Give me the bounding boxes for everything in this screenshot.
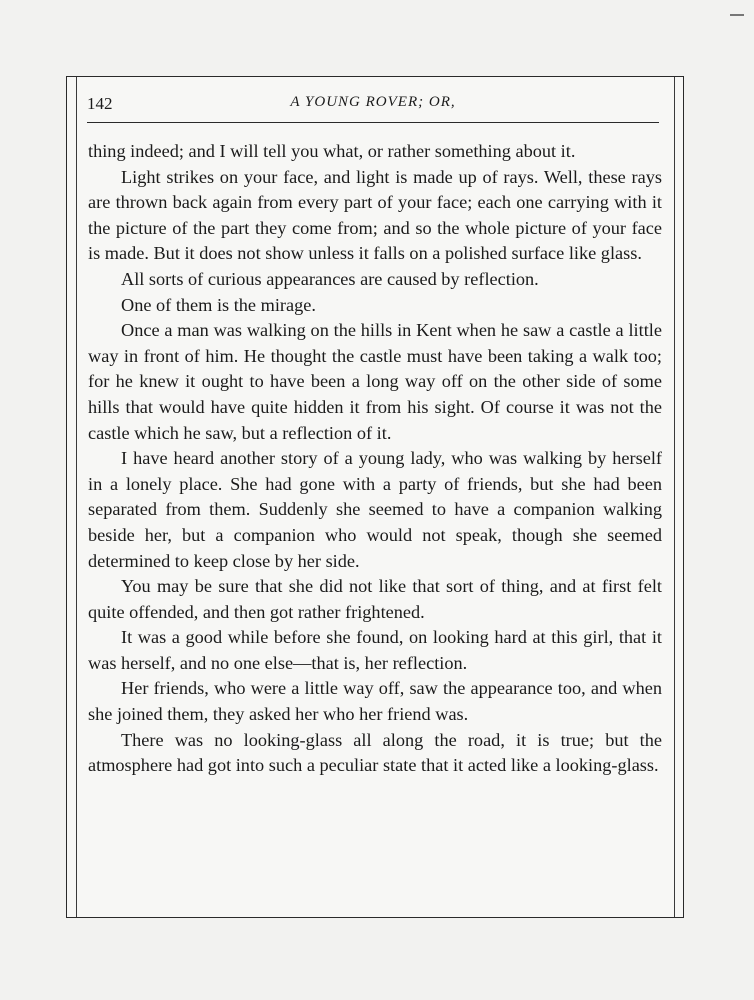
paragraph: I have heard another story of a young lady, who was walking by herself in a lonely place. She had gone with a party of friends, but she had been separated from them. Suddenly she seemed to have a companion walking beside her, but a companion who would not speak, though she seemed determined to keep close by her side.	[88, 448, 662, 571]
paragraph: Light strikes on your face, and light is made up of rays. Well, these rays are thrown back again from every part of your face; each one carrying with it the picture of the part they come from; and so the whole picture of your face is made. But it does not show unless it falls on a polished surface like glass.	[88, 166, 662, 264]
paragraph: Her friends, who were a little way off, saw the appearance too, and when she joined them, they asked her who her friend was.	[88, 678, 662, 725]
running-title: A YOUNG ROVER; OR,	[290, 94, 456, 110]
paragraph: All sorts of curious appearances are caused by reflection.	[121, 268, 539, 289]
body-text	[88, 139, 662, 779]
paragraph: There was no looking-glass all along the road, it is true; but the atmosphere had got into such a peculiar state that it acted like a looking-glass.	[88, 729, 662, 776]
running-head	[87, 92, 659, 123]
paragraph: It was a good while before she found, on looking hard at this girl, that it was herself, and no one else—that is, her reflection.	[88, 627, 662, 673]
paragraph: thing indeed; and I will tell you what, or rather something about it.	[88, 141, 576, 161]
paragraph: You may be sure that she did not like that sort of thing, and at first felt quite offended, and then got rather frightened.	[88, 576, 662, 622]
paragraph: One of them is the mirage.	[121, 294, 316, 315]
paragraph: Once a man was walking on the hills in Kent when he saw a castle a little way in front of him. He thought the castle must have been taking a walk too; for he knew it ought to have been a long way off on the other side of some hills that would have quite hidden it from his sight. Of course it was not the castle which he saw, but a reflection of it.	[88, 320, 662, 443]
scan-mark	[730, 14, 744, 16]
page-number: 142	[87, 94, 113, 113]
